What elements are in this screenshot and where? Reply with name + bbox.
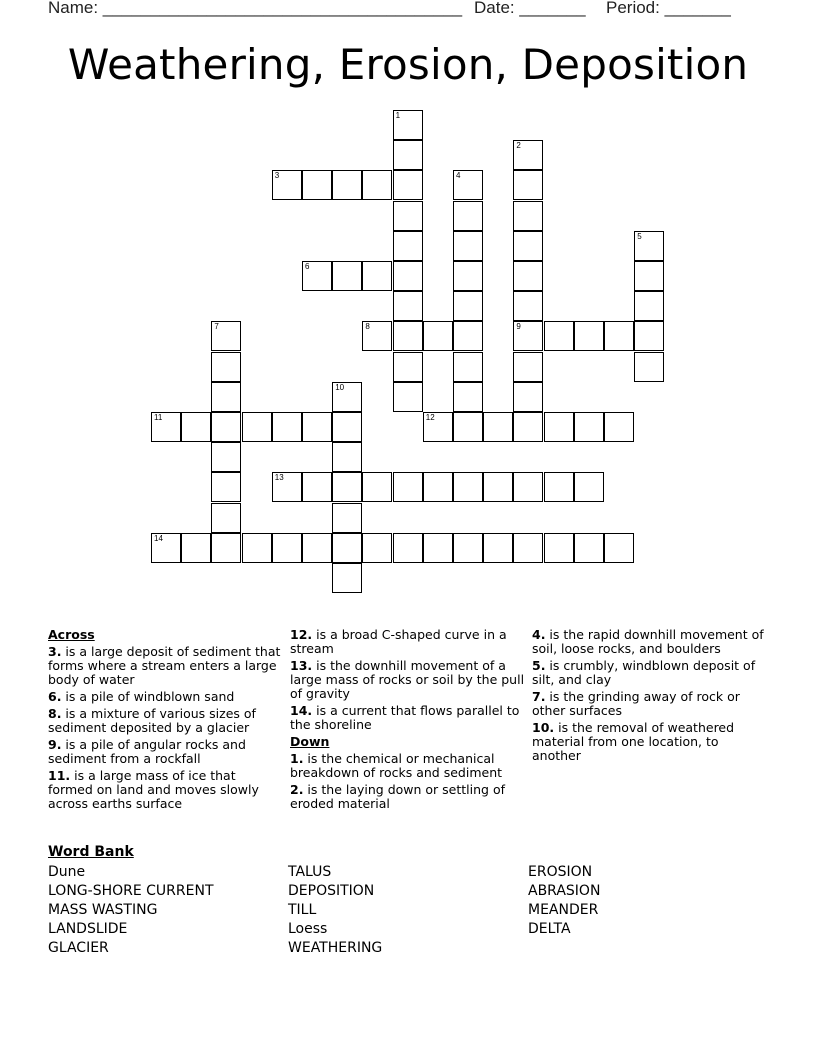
crossword-cell[interactable] <box>574 472 604 502</box>
word-bank-item: MASS WASTING <box>48 902 158 918</box>
crossword-cell[interactable] <box>634 321 664 351</box>
crossword-cell[interactable] <box>544 321 574 351</box>
crossword-cell[interactable] <box>302 472 332 502</box>
crossword-cell[interactable] <box>634 352 664 382</box>
crossword-cell[interactable] <box>453 533 483 563</box>
clue-down-2: 2. is the laying down or settling of eroded material <box>290 782 505 811</box>
crossword-cell-6[interactable] <box>302 261 332 291</box>
clue-number: 9 <box>516 322 521 332</box>
word-bank-column-1 <box>48 863 278 958</box>
clue-number: 7 <box>214 322 219 332</box>
word-bank-item: EROSION <box>528 864 593 880</box>
crossword-cell[interactable] <box>513 261 543 291</box>
crossword-cell[interactable] <box>513 231 543 261</box>
clue-down-10: 10. is the removal of weathered material from one location, to another <box>532 720 735 763</box>
crossword-cell[interactable] <box>423 472 453 502</box>
crossword-cell[interactable] <box>513 170 543 200</box>
crossword-cell[interactable] <box>453 412 483 442</box>
crossword-cell-11[interactable] <box>151 412 181 442</box>
crossword-cell[interactable] <box>423 533 453 563</box>
word-bank-item: Dune <box>48 864 86 880</box>
word-bank-item: TALUS <box>288 864 332 880</box>
clue-number: 8 <box>365 322 370 332</box>
crossword-cell[interactable] <box>393 382 423 412</box>
word-bank-item: DELTA <box>528 921 571 937</box>
clue-number: 12 <box>425 413 435 422</box>
crossword-cell-4[interactable] <box>453 170 483 200</box>
crossword-cell[interactable] <box>272 412 302 442</box>
clue-down-1: 1. is the chemical or mechanical breakdown of rocks and sediment <box>290 751 503 780</box>
crossword-cell-14[interactable] <box>151 533 181 563</box>
crossword-cell[interactable] <box>544 412 574 442</box>
crossword-cell[interactable] <box>181 533 211 563</box>
crossword-cell[interactable] <box>211 503 241 533</box>
crossword-cell-3[interactable] <box>272 170 302 200</box>
clue-across-14: 14. is a current that flows parallel to the shoreline <box>290 703 520 732</box>
crossword-cell-9[interactable] <box>513 321 543 351</box>
crossword-cell[interactable] <box>513 382 543 412</box>
crossword-cell[interactable] <box>332 261 362 291</box>
crossword-cell[interactable] <box>393 140 423 170</box>
crossword-cell[interactable] <box>453 291 483 321</box>
crossword-cell[interactable] <box>332 563 362 593</box>
clues-column-1 <box>48 628 283 814</box>
clue-across-3: 3. is a large deposit of sediment that forms where a stream enters a large body of water <box>48 644 281 687</box>
crossword-cell[interactable] <box>513 352 543 382</box>
crossword-cell[interactable] <box>423 321 453 351</box>
crossword-cell[interactable] <box>453 261 483 291</box>
crossword-cell[interactable] <box>332 442 362 472</box>
crossword-cell[interactable] <box>302 170 332 200</box>
crossword-cell[interactable] <box>242 412 272 442</box>
clue-number: 3 <box>274 171 280 181</box>
word-bank-item: Loess <box>288 921 328 937</box>
crossword-cell[interactable] <box>181 412 211 442</box>
crossword-cell[interactable] <box>453 201 483 231</box>
word-bank-item: ABRASION <box>528 883 601 899</box>
crossword-cell[interactable] <box>453 352 483 382</box>
crossword-cell-2[interactable] <box>513 140 543 170</box>
crossword-cell[interactable] <box>393 261 423 291</box>
word-bank-column-2 <box>288 863 518 958</box>
crossword-cell[interactable] <box>483 533 513 563</box>
crossword-cell[interactable] <box>513 533 543 563</box>
clue-number: 5 <box>637 231 642 241</box>
crossword-cell[interactable] <box>574 533 604 563</box>
crossword-cell-8[interactable] <box>362 321 392 351</box>
crossword-cell[interactable] <box>574 412 604 442</box>
crossword-cell[interactable] <box>393 533 423 563</box>
crossword-cell[interactable] <box>393 472 423 502</box>
crossword-cell[interactable] <box>513 291 543 321</box>
across-heading: Across <box>48 627 95 642</box>
clue-across-8: 8. is a mixture of various sizes of sediment deposited by a glacier <box>48 706 256 735</box>
crossword-cell-5[interactable] <box>634 231 664 261</box>
word-bank-item: DEPOSITION <box>288 883 375 899</box>
word-bank-title: Word Bank <box>48 844 134 860</box>
crossword-cell-12[interactable] <box>423 412 453 442</box>
crossword-cell[interactable] <box>272 533 302 563</box>
clues-column-3 <box>532 628 767 766</box>
crossword-cell[interactable] <box>604 533 634 563</box>
clue-across-13: 13. is the downhill movement of a large mass of rocks or soil by the pull of gravity <box>290 658 525 701</box>
crossword-cell[interactable] <box>604 412 634 442</box>
crossword-cell[interactable] <box>362 170 392 200</box>
crossword-cell[interactable] <box>513 201 543 231</box>
student-info-header <box>0 0 816 22</box>
clue-number: 4 <box>456 171 461 181</box>
clue-across-6: 6. is a pile of windblown sand <box>48 689 235 704</box>
crossword-cell[interactable] <box>211 412 241 442</box>
crossword-cell[interactable] <box>332 472 362 502</box>
down-heading: Down <box>290 734 330 749</box>
word-bank-item: WEATHERING <box>288 940 383 956</box>
clue-number: 11 <box>154 413 163 422</box>
crossword-cell-7[interactable] <box>211 321 241 351</box>
clue-number: 14 <box>154 533 163 543</box>
clue-number: 13 <box>274 473 284 483</box>
crossword-cell[interactable] <box>453 321 483 351</box>
word-bank-item: MEANDER <box>528 902 599 918</box>
clue-number: 10 <box>335 382 345 392</box>
crossword-cell-1[interactable] <box>393 110 423 140</box>
crossword-cell[interactable] <box>211 382 241 412</box>
crossword-cell[interactable] <box>483 472 513 502</box>
clue-number: 6 <box>305 262 310 271</box>
crossword-cell[interactable] <box>332 170 362 200</box>
clue-down-5: 5. is crumbly, windblown deposit of silt, and clay <box>532 658 756 687</box>
crossword-cell[interactable] <box>362 261 392 291</box>
crossword-cell[interactable] <box>302 412 332 442</box>
crossword-cell[interactable] <box>393 231 423 261</box>
clue-down-7: 7. is the grinding away of rock or other surfaces <box>532 689 740 718</box>
crossword-cell[interactable] <box>634 291 664 321</box>
crossword-cell[interactable] <box>332 503 362 533</box>
clue-across-11: 11. is a large mass of ice that formed on land and moves slowly across earths surface <box>48 768 259 811</box>
crossword-cell[interactable] <box>393 321 423 351</box>
crossword-cell[interactable] <box>362 533 392 563</box>
word-bank-item: TILL <box>288 902 317 918</box>
clue-down-4: 4. is the rapid downhill movement of soil, loose rocks, and boulders <box>532 627 764 656</box>
crossword-cell[interactable] <box>574 321 604 351</box>
page-title: Weathering, Erosion, Deposition <box>67 40 749 89</box>
name-field[interactable]: Name: ______________________________________ <box>48 0 463 17</box>
word-bank-item: LANDSLIDE <box>48 921 128 937</box>
crossword-cell[interactable] <box>604 321 634 351</box>
crossword-cell[interactable] <box>211 533 241 563</box>
crossword-cell[interactable] <box>242 533 272 563</box>
crossword-cell[interactable] <box>513 472 543 502</box>
period-field[interactable]: Period: _______ <box>606 0 731 17</box>
crossword-cell[interactable] <box>393 291 423 321</box>
crossword-cell[interactable] <box>483 412 513 442</box>
word-bank-item: LONG-SHORE CURRENT <box>48 883 214 899</box>
crossword-cell[interactable] <box>453 472 483 502</box>
crossword-cell[interactable] <box>634 261 664 291</box>
crossword-cell[interactable] <box>393 201 423 231</box>
crossword-cell[interactable] <box>211 352 241 382</box>
clue-across-12: 12. is a broad C-shaped curve in a stream <box>290 627 507 656</box>
crossword-cell[interactable] <box>211 472 241 502</box>
crossword-cell[interactable] <box>302 533 332 563</box>
crossword-cell[interactable] <box>393 170 423 200</box>
crossword-cell[interactable] <box>393 352 423 382</box>
clues-column-2 <box>290 628 525 814</box>
crossword-cell[interactable] <box>332 533 362 563</box>
crossword-cell[interactable] <box>544 533 574 563</box>
crossword-cell-10[interactable] <box>332 382 362 412</box>
word-bank-column-3 <box>528 863 758 939</box>
crossword-cell[interactable] <box>453 382 483 412</box>
crossword-cell[interactable] <box>332 412 362 442</box>
clue-number: 1 <box>395 111 401 120</box>
crossword-cell-13[interactable] <box>272 472 302 502</box>
clue-across-9: 9. is a pile of angular rocks and sediment from a rockfall <box>48 737 246 766</box>
crossword-cell[interactable] <box>211 442 241 472</box>
crossword-cell[interactable] <box>362 472 392 502</box>
crossword-cell[interactable] <box>453 231 483 261</box>
crossword-cell[interactable] <box>513 412 543 442</box>
date-field[interactable]: Date: _______ <box>474 0 586 17</box>
crossword-cell[interactable] <box>544 472 574 502</box>
word-bank-item: GLACIER <box>48 940 109 956</box>
clue-number: 2 <box>516 141 521 151</box>
